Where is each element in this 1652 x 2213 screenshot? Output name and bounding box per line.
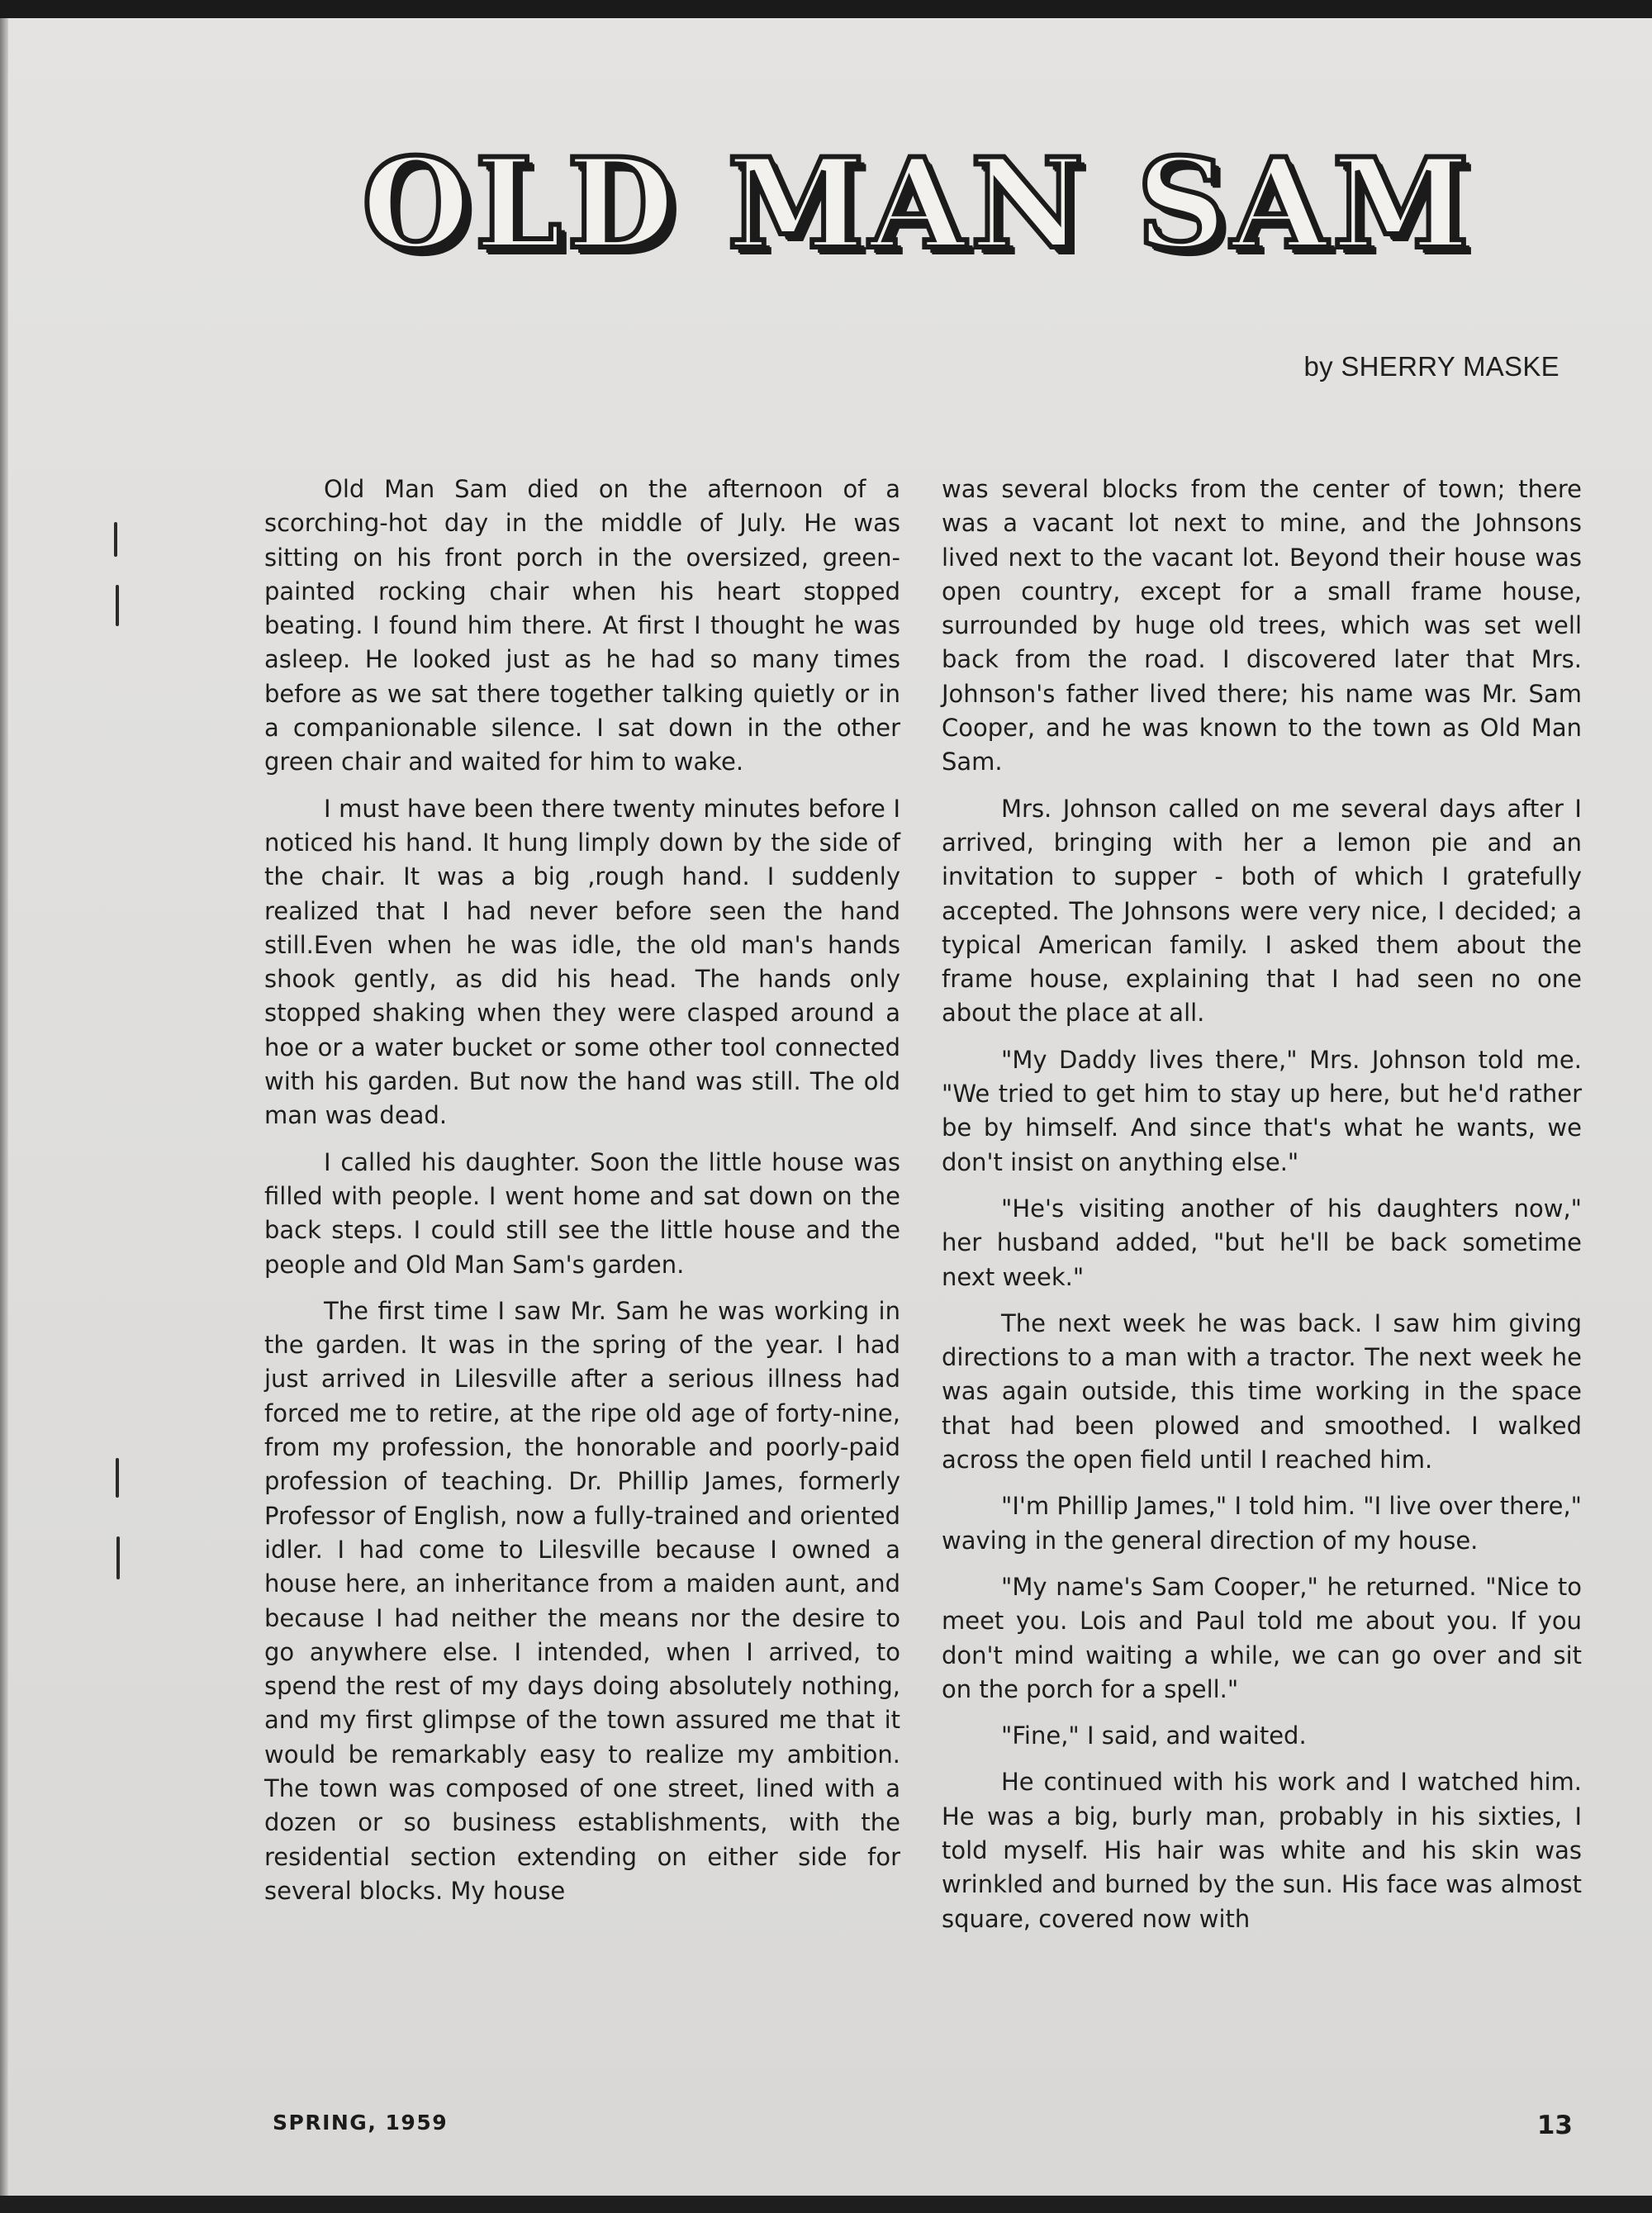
article-title: OLD MAN SAM [362,131,1474,277]
paragraph: "I'm Phillip James," I told him. "I live over there," waving in the general direction of my house. [942,1492,1582,1555]
staple-mark [116,1458,119,1498]
paragraph: was several blocks from the center of town; there was a vacant lot next to mine, and the Johnsons lived next to the vacant lot. Beyond their house was open country, except for a small frame house, surrounded by huge old trees, which was set well back from the road. I discovered later that Mrs. Johnson's father lived there; his name was Mr. Sam Cooper, and he was known to the town as Old Man Sam. [942,475,1582,776]
issue-date: SPRING, 1959 [273,2111,449,2135]
paragraph: I called his daughter. Soon the little house was filled with people. I went home and sat down on the back steps. I could still see the little house and the people and Old Man Sam's garden. [264,1147,900,1279]
staple-mark [116,1536,120,1579]
paragraph: I must have been there twenty minutes before I noticed his hand. It hung limply down by the side of the chair. It was a big ,rough hand. I suddenly realized that I had never before seen the hand still.Even when he was idle, the old man's hands shook gently, as did his head. The hands only stopped shaking when they were clasped around a hoe or a water bucket or some other tool connected with his garden. But now the hand was still. The old man was dead. [264,794,900,1130]
paragraph: The first time I saw Mr. Sam he was working in the garden. It was in the spring of the year. I had just arrived in Lilesville after a serious illness had forced me to retire, at the ripe old age of forty-nine, from my profession, the honorable and poorly-paid profession of teaching. Dr. Phillip James, formerly Professor of English, now a fully-trained and oriented idler. I had come to Lilesville because I owned a house here, an inheritance from a maiden aunt, and because I had neither the means nor the desire to go anywhere else. I intended, when I arrived, to spend the rest of my days doing absolutely nothing, and my first glimpse of the town assured me that it would be remarkably easy to realize my ambition. The town was composed of one street, lined with a dozen or so business establishments, with the residential section extending on either side for several blocks. My house [264,1296,900,1905]
paragraph: "Fine," I said, and waited. [1001,1721,1307,1750]
paragraph: The next week he was back. I saw him giving directions to a man with a tractor. The next week he was again outside, this time working in the space that had been plowed and smoothed. I walked across the open field until I reached him. [942,1308,1582,1475]
binding-shadow [0,18,8,2196]
author-byline: by SHERRY MASKE [1303,351,1559,382]
scan-top-edge [0,0,1652,18]
paragraph: "My Daddy lives there," Mrs. Johnson told me. "We tried to get him to stay up here, but he'd rather be by himself. And since that's what he wants, we don't insist on anything else." [942,1045,1582,1176]
paragraph: Old Man Sam died on the afternoon of a scorching-hot day in the middle of July. He was sitting on his front porch in the oversized, green-painted rocking chair when his heart stopped beating. I found him there. At first I thought he was asleep. He looked just as he had so many times before as we sat there together talking quietly or in a companionable silence. I sat down in the other green chair and waited for him to wake. [264,475,900,776]
staple-mark [114,522,117,557]
paragraph: "He's visiting another of his daughters now," her husband added, "but he'll be back sometime next week." [942,1194,1582,1291]
paragraph: "My name's Sam Cooper," he returned. "Nice to meet you. Lois and Paul told me about you. If you don't mind waiting a while, we can go over and sit on the porch for a spell." [942,1572,1582,1703]
paragraph: He continued with his work and I watched him. He was a big, burly man, probably in his sixties, I told myself. His hair was white and his skin was wrinkled and burned by the sun. His face was almost square, covered now with [942,1768,1582,1933]
left-text-column [264,473,900,1921]
right-text-column [942,473,1582,1949]
page-number: 13 [1536,2111,1573,2140]
paragraph: Mrs. Johnson called on me several days after I arrived, bringing with her a lemon pie and an invitation to supper - both of which I gratefully accepted. The Johnsons were very nice, I decided; a typical American family. I asked them about the frame house, explaining that I had seen no one about the place at all. [942,794,1582,1028]
scan-bottom-edge [0,2196,1652,2213]
staple-mark [116,585,119,626]
